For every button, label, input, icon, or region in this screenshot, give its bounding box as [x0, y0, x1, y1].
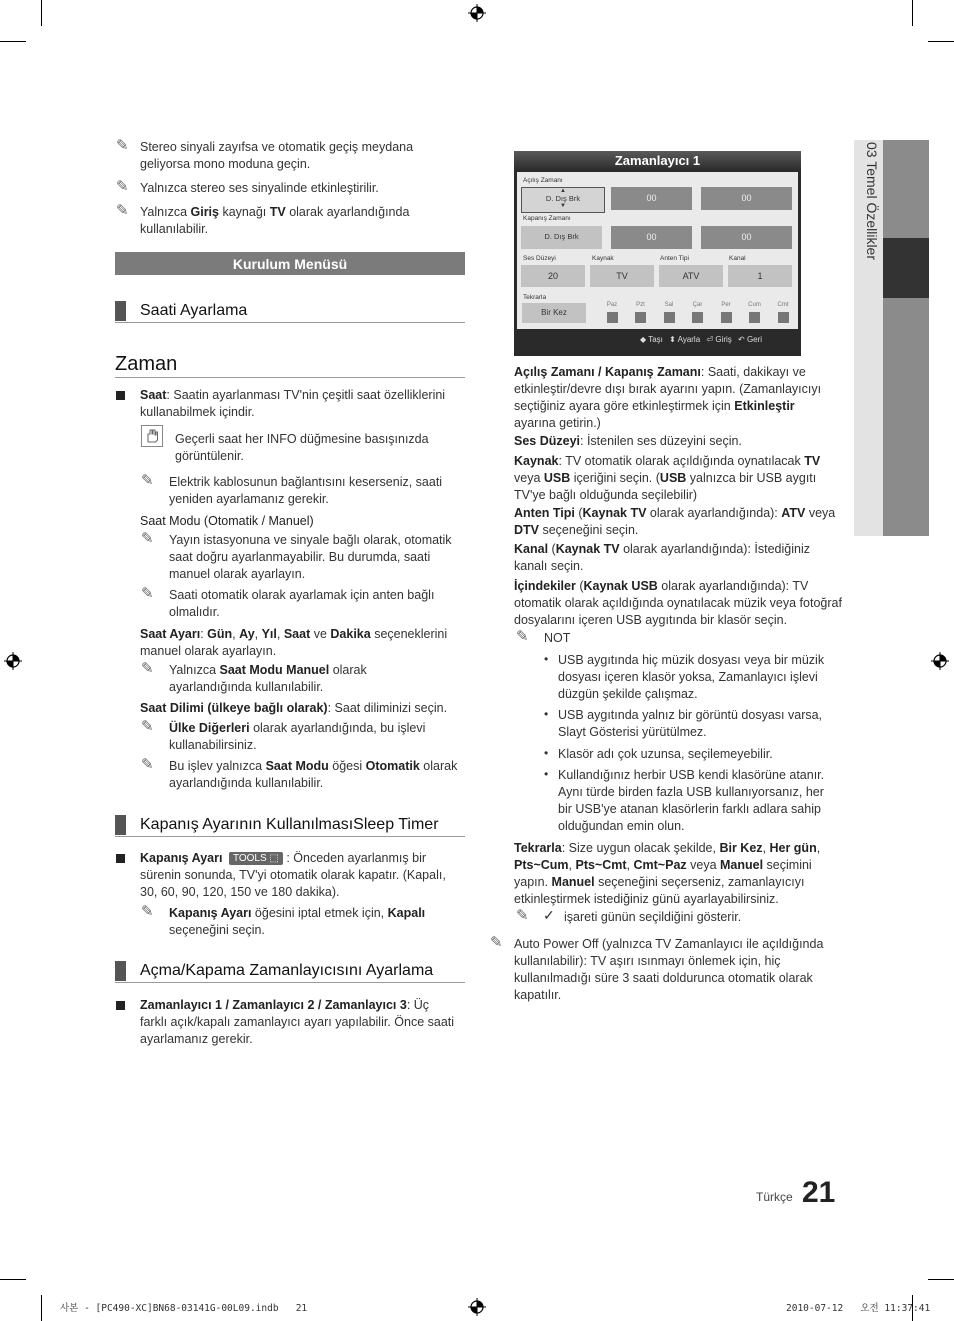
osd-title: Zamanlayıcı 1 — [614, 153, 701, 168]
not-bullet: USB aygıtında hiç müzik dosyası veya bir müzik dosyası içeren klasör yoksa, Zamanlayıcı işlevi düzgün şekilde çalışmaz. — [558, 653, 825, 701]
osd-day[interactable] — [686, 301, 710, 323]
osd-repeat[interactable]: Bir Kez — [522, 303, 586, 323]
back-icon: ↶ — [738, 335, 745, 344]
osd-day[interactable] — [771, 301, 795, 323]
para: İçindekiler (Kaynak USB olarak ayarlandığında): TV otomatik olarak açıldığında oynatılacak müzik veya fotoğraf dosyalarını içeren USB aygıtında bir klasör seçin. — [514, 579, 842, 627]
osd-volume-label: Ses Düzeyi — [523, 255, 556, 262]
bullet-text: Saat: Saatin ayarlanması TV'nin çeşitli saat özelliklerini kullanabilmek içindir. — [140, 388, 446, 419]
adjust-icon: ⬍ — [669, 335, 676, 344]
note-icon: ✎ — [141, 756, 154, 773]
osd-day-checkbox[interactable] — [664, 312, 675, 323]
osd-day-label: Cmt — [777, 302, 789, 308]
item-text: Saat Dilimi (ülkeye bağlı olarak): Saat diliminizi seçin. — [140, 701, 448, 715]
registration-mark-icon — [468, 1298, 486, 1316]
note-text: Yayın istasyonuna ve sinyale bağlı olarak, otomatik saat doğru ayarlanmayabilir. Bu durumda, saati manuel olarak ayarlayın. — [169, 533, 452, 581]
osd-off-source[interactable]: D. Dış Brk — [521, 226, 602, 249]
note-icon: ✎ — [141, 903, 154, 920]
enter-icon: ⏎ — [706, 335, 714, 344]
osd-antenna-label: Anten Tipi — [660, 255, 689, 262]
note-icon: ✎ — [141, 718, 154, 735]
para: Kanal (Kaynak TV olarak ayarlandığında): İstediğiniz kanalı seçin. — [514, 542, 810, 573]
not-label: NOT — [544, 631, 571, 645]
registration-mark-icon — [468, 4, 486, 22]
bullet-text: Kapanış Ayarı TOOLS ⬚ : Önceden ayarlanmış bir sürenin sonunda, TV'yi otomatik olarak kapatır. (Kapalı, 30, 60, 90, 120, 150 ve 180 dakika). — [140, 851, 446, 899]
section-band-title: Kurulum Menüsü — [232, 256, 348, 272]
crop-mark — [41, 0, 42, 26]
crop-mark — [912, 0, 913, 26]
page-number: 21 — [802, 1176, 836, 1209]
note-icon: ✎ — [516, 628, 529, 645]
note-icon: ✎ — [141, 660, 154, 677]
osd-day-label: Paz — [606, 302, 618, 308]
note-text: Yalnızca Giriş kaynağı TV olarak ayarlandığında kullanılabilir. — [140, 205, 410, 236]
osd-off-time-label: Kapanış Zamanı — [523, 215, 571, 222]
crop-mark — [41, 1295, 42, 1321]
registration-mark-icon — [931, 652, 949, 670]
tools-badge: TOOLS ⬚ — [229, 852, 283, 865]
note-text: Bu işlev yalnızca Saat Modu öğesi Otomatik olarak ayarlandığında kullanılabilir. — [169, 759, 458, 790]
crop-mark — [0, 1279, 26, 1280]
osd-nav-bar: ◆ Taşı ⬍ Ayarla ⏎ Giriş ↶ Geri — [640, 335, 763, 344]
osd-on-minute[interactable]: 00 — [701, 187, 792, 210]
check-icon: ✓ — [543, 907, 555, 923]
para: Kaynak: TV otomatik olarak açıldığında oynatılacak TV veya USB içeriğini seçin. (USB yalnızca bir USB aygıtı TV'ye bağlı olduğunda seçilebilir) — [514, 454, 821, 502]
bullet-dot: • — [544, 652, 549, 666]
subheading-label: Kapanış Ayarının KullanılmasıSleep Timer — [140, 816, 439, 833]
bullet-square — [116, 1001, 125, 1010]
crop-mark — [0, 41, 26, 42]
not-bullet: USB aygıtında yalnız bir görüntü dosyası varsa, Slayt Gösterisi yürütülmez. — [558, 708, 823, 739]
note-text: Elektrik kablosunun bağlantısını keserseniz, saati yeniden ayarlamanız gerekir. — [169, 475, 443, 506]
note-icon: ✎ — [116, 178, 129, 195]
osd-channel-label: Kanal — [729, 255, 746, 262]
subheading — [115, 960, 465, 983]
osd-day-label: Çar — [692, 302, 703, 308]
osd-day-checkbox[interactable] — [635, 312, 646, 323]
note-icon: ✎ — [116, 137, 129, 154]
subheading-bar — [115, 961, 126, 981]
item-title: Saat Modu (Otomatik / Manuel) — [140, 514, 314, 528]
osd-on-source[interactable]: ▲ D. Dış Brk ▼ — [521, 187, 605, 213]
note-text: Stereo sinyali zayıfsa ve otomatik geçiş meydana geliyorsa mono moduna geçin. — [140, 140, 414, 171]
bullet-dot: • — [544, 767, 549, 781]
heading-rule — [115, 377, 465, 378]
section-heading: Zaman — [115, 353, 178, 375]
note-icon: ✎ — [141, 585, 154, 602]
osd-day[interactable] — [600, 301, 624, 323]
note-icon: ✎ — [516, 907, 529, 924]
osd-day[interactable] — [657, 301, 681, 323]
note-icon: ✎ — [141, 530, 154, 547]
osd-channel[interactable]: 1 — [728, 265, 792, 287]
note-text: Kapanış Ayarı öğesini iptal etmek için, Kapalı seçeneğini seçin. — [169, 906, 426, 937]
side-tab-dark — [883, 140, 929, 238]
subheading — [115, 814, 465, 837]
subheading-bar — [115, 301, 126, 321]
osd-day-label: Cum — [748, 302, 761, 308]
subheading-bar — [115, 815, 126, 835]
info-note-text: Geçerli saat her INFO düğmesine basışınızda görüntülenir. — [175, 432, 429, 463]
side-tab-label: 03 Temel Özellikler — [864, 142, 880, 261]
bullet-dot: • — [544, 746, 549, 760]
bullet-text: Zamanlayıcı 1 / Zamanlayıcı 2 / Zamanlayıcı 3: Üç farklı açık/kapalı zamanlayıcı ayarı yapılabilir. Önce saati ayarlamanız gerekir. — [140, 998, 455, 1046]
not-bullet: Klasör adı çok uzunsa, seçilemeyebilir. — [558, 747, 773, 761]
osd-repeat-label: Tekrarla — [523, 294, 547, 301]
osd-day[interactable] — [629, 301, 653, 323]
move-icon: ◆ — [640, 335, 647, 344]
osd-source-label: Kaynak — [592, 255, 614, 262]
osd-day-label: Pzt — [636, 302, 645, 308]
crop-mark — [928, 41, 954, 42]
note-text: Saati otomatik olarak ayarlamak için anten bağlı olmalıdır. — [169, 588, 435, 619]
osd-day-checkbox[interactable] — [778, 312, 789, 323]
note-text: Yalnızca Saat Modu Manuel olarak ayarlandığında kullanılabilir. — [169, 663, 367, 694]
crop-mark — [928, 1279, 954, 1280]
registration-mark-icon — [4, 652, 22, 670]
note-icon: ✎ — [141, 472, 154, 489]
hand-icon — [141, 425, 163, 447]
osd-day-checkbox[interactable] — [721, 312, 732, 323]
side-tab-dark — [883, 298, 929, 536]
osd-volume[interactable]: 20 — [521, 265, 585, 287]
osd-on-hour[interactable]: 00 — [611, 187, 692, 210]
note-text: Ülke Diğerleri olarak ayarlandığında, bu işlevi kullanabilirsiniz. — [169, 721, 426, 752]
bullet-square — [116, 854, 125, 863]
osd-day[interactable] — [743, 301, 767, 323]
note-icon: ✎ — [116, 202, 129, 219]
osd-day-label: Sal — [664, 302, 674, 308]
osd-antenna[interactable]: ATV — [659, 265, 723, 287]
osd-source[interactable]: TV — [590, 265, 654, 287]
footer-right: 2010-07-12 오전 11:37:41 — [786, 1303, 931, 1314]
not-bullet: Kullandığınız herbir USB kendi klasörüne atanır. Aynı türde birden fazla USB kullanıyorsanız, her bir USB'ye atanan klasörlerin farklı adlara sahip olduğundan emin olun. — [558, 768, 825, 833]
note-text: Yalnızca stereo ses sinyalinde etkinleştirilir. — [140, 181, 379, 195]
subheading-label: Saati Ayarlama — [140, 302, 248, 319]
language-label: Türkçe — [756, 1190, 793, 1204]
note-text: işareti günün seçildiğini gösterir. — [564, 910, 742, 924]
osd-off-hour[interactable]: 00 — [611, 226, 692, 249]
osd-days — [600, 301, 792, 325]
subheading-label: Açma/Kapama Zamanlayıcısını Ayarlama — [140, 962, 434, 979]
note-icon: ✎ — [490, 934, 503, 951]
osd-day-checkbox[interactable] — [749, 312, 760, 323]
item-text: Saat Ayarı: Gün, Ay, Yıl, Saat ve Dakika seçeneklerini manuel olarak ayarlayın. — [140, 627, 448, 658]
para: Açılış Zamanı / Kapanış Zamanı: Saati, dakikayı ve etkinleştir/devre dışı bırak ayarını yapın. (Zamanlayıcıyı seçtiğiniz ayara göre etkinleştirmek için Etkinleştir ayarına getirin.) — [514, 365, 822, 430]
side-tab-black — [883, 238, 929, 298]
subheading — [115, 300, 465, 323]
para: Ses Düzeyi: İstenilen ses düzeyini seçin. — [514, 434, 742, 448]
note-text: Auto Power Off (yalnızca TV Zamanlayıcı ile açıldığında kullanılabilir): TV aşırı ısınmayı önlemek için, hiç kullanılmadığı süre 3 saati doldurunca otomatik olarak kapatılır. — [514, 937, 824, 1002]
osd-day-label: Per — [721, 302, 731, 308]
bullet-square — [116, 391, 125, 400]
footer-left: 사본 - [PC490-XC]BN68-03141G-00L09.indb 21 — [60, 1303, 308, 1314]
para: Tekrarla: Size uygun olacak şekilde, Bir Kez, Her gün, Pts~Cum, Pts~Cmt, Cmt~Paz veya Manuel seçimini yapın. Manuel seçeneğini seçerseniz, zamanlayıcıyı etkinleştirmek istediğiniz günü ayarlayabilirsiniz. — [514, 841, 821, 906]
osd-day-checkbox[interactable] — [692, 312, 703, 323]
para: Anten Tipi (Kaynak TV olarak ayarlandığında): ATV veya DTV seçeneğini seçin. — [514, 506, 836, 537]
osd-off-minute[interactable]: 00 — [701, 226, 792, 249]
osd-on-time-label: Açılış Zamanı — [523, 177, 563, 184]
osd-day[interactable] — [714, 301, 738, 323]
bullet-dot: • — [544, 707, 549, 721]
osd-day-checkbox[interactable] — [607, 312, 618, 323]
